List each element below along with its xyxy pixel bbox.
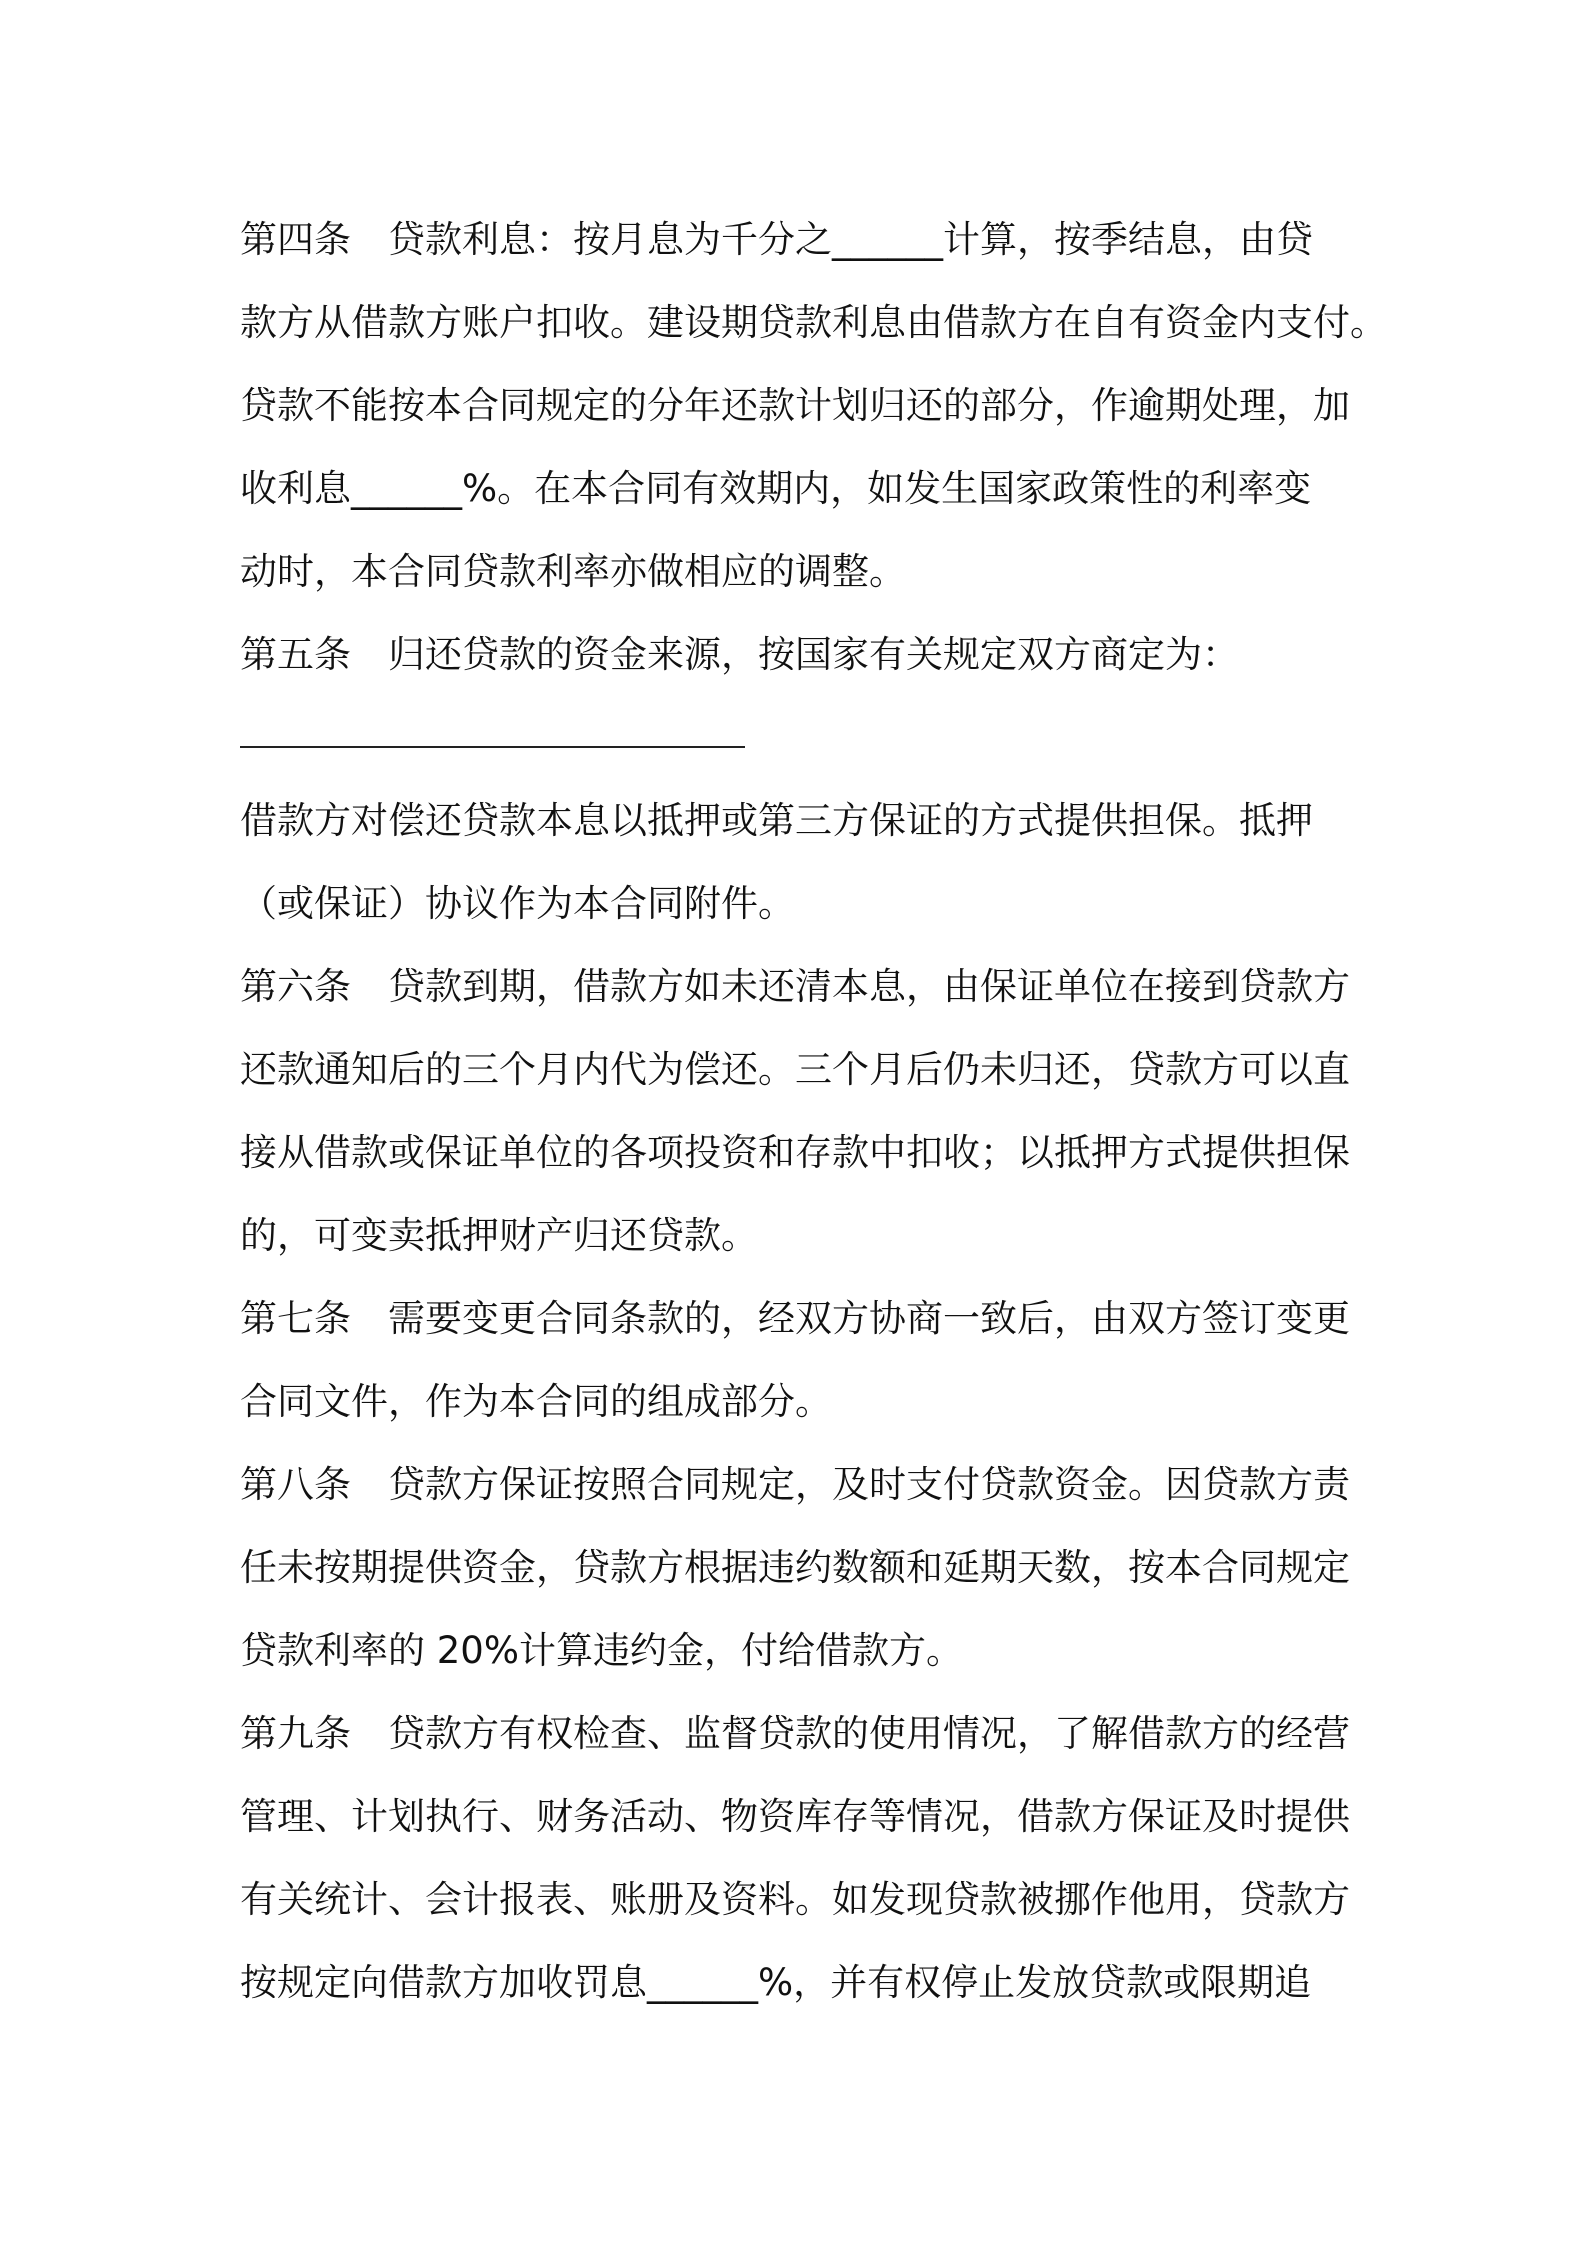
blank-underline [240,746,745,748]
article-8-line-2: 任未按期提供资金，贷款方根据违约数额和延期天数，按本合同规定 [240,1546,1350,1589]
article-9-line-2: 管理、计划执行、财务活动、物资库存等情况，借款方保证及时提供 [240,1795,1350,1838]
article-8-line-1: 第八条 贷款方保证按照合同规定，及时支付贷款资金。因贷款方责 [240,1463,1350,1506]
article-7-line-1: 第七条 需要变更合同条款的，经双方协商一致后，由双方签订变更 [240,1297,1350,1340]
article-6-line-4: 的，可变卖抵押财产归还贷款。 [240,1214,758,1257]
article-7-line-2: 合同文件，作为本合同的组成部分。 [240,1380,832,1423]
article-4-line-1: 第四条 贷款利息：按月息为千分之______计算，按季结息，由贷 [240,218,1313,261]
article-4-line-4: 收利息______%。在本合同有效期内，如发生国家政策性的利率变 [240,467,1312,510]
article-9-line-4: 按规定向借款方加收罚息______%，并有权停止发放贷款或限期追 [240,1961,1312,2004]
article-8-line-3: 贷款利率的 20%计算违约金，付给借款方。 [240,1629,963,1672]
article-4-line-2: 款方从借款方账户扣收。建设期贷款利息由借款方在自有资金内支付。 [240,301,1387,344]
article-4-line-5: 动时，本合同贷款利率亦做相应的调整。 [240,550,906,593]
article-5-line-3: （或保证）协议作为本合同附件。 [240,882,795,925]
article-5-line-2: 借款方对偿还贷款本息以抵押或第三方保证的方式提供担保。抵押 [240,799,1313,842]
article-6-line-1: 第六条 贷款到期，借款方如未还清本息，由保证单位在接到贷款方 [240,965,1350,1008]
contract-body [240,198,1387,2024]
fill-in-blank-line [240,696,1370,779]
article-5-line-1: 第五条 归还贷款的资金来源，按国家有关规定双方商定为： [240,633,1239,676]
article-9-line-1: 第九条 贷款方有权检查、监督贷款的使用情况，了解借款方的经营 [240,1712,1350,1755]
article-4-line-3: 贷款不能按本合同规定的分年还款计划归还的部分，作逾期处理，加 [240,384,1350,427]
article-6-line-2: 还款通知后的三个月内代为偿还。三个月后仍未归还，贷款方可以直 [240,1048,1350,1091]
article-6-line-3: 接从借款或保证单位的各项投资和存款中扣收；以抵押方式提供担保 [240,1131,1350,1174]
article-9-line-3: 有关统计、会计报表、账册及资料。如发现贷款被挪作他用，贷款方 [240,1878,1350,1921]
